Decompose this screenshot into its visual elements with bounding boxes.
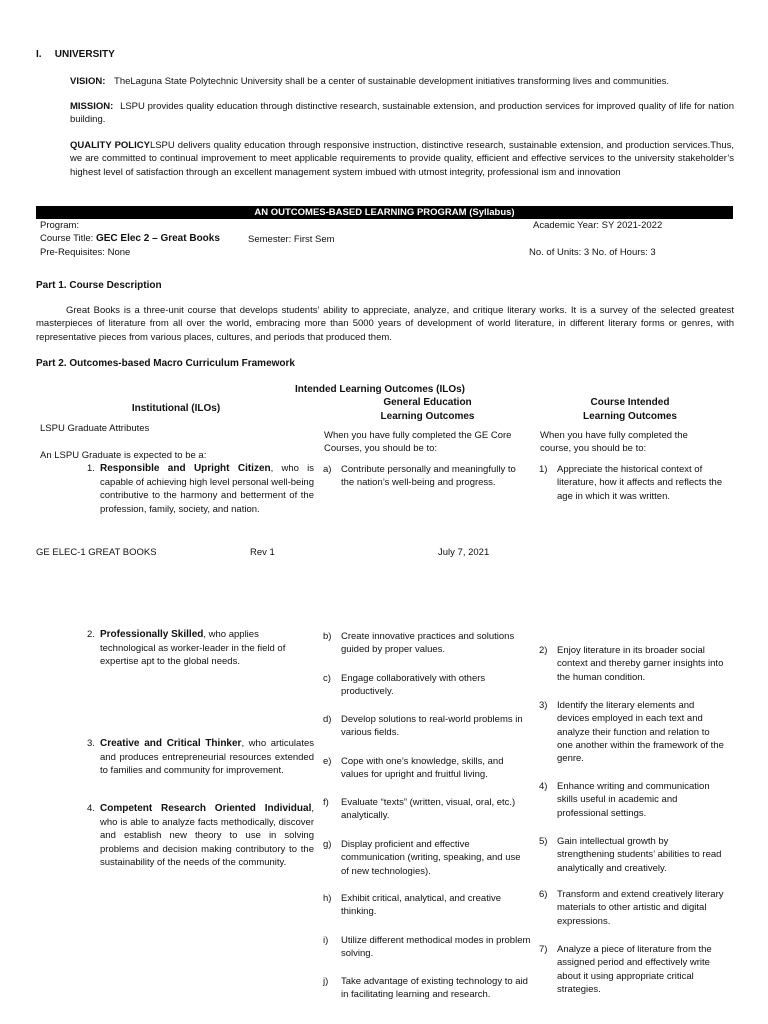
ge-header-line1: General Education — [383, 397, 472, 408]
ge-outcome-item — [323, 838, 531, 878]
item-text: Engage collaboratively with others productively. — [341, 673, 486, 698]
item-text: Cope with one’s knowledge, skills, and values for upright and fruitful living. — [341, 756, 504, 781]
item-letter: j) — [323, 976, 329, 987]
ge-outcome-item — [323, 672, 531, 699]
units-hours: No. of Units: 3 No. of Hours: 3 — [529, 247, 656, 258]
co-header — [545, 396, 715, 423]
section-heading — [36, 48, 115, 62]
ge-outcome-item — [323, 713, 531, 740]
section-title: UNIVERSITY — [54, 49, 115, 60]
institutional-item — [87, 628, 314, 669]
part2-title: Part 2. Outcomes-based Macro Curriculum Framework — [36, 358, 295, 369]
ge-outcome-item — [323, 755, 531, 782]
quality-policy-text: LSPU delivers quality education through responsive instruction, distinctive research, sustainable extension, and production services.Thus, we are committed to continual improvement to meet applicable requirements to provide quality, efficient and effective services to the university stakeholder’s highest level of satisfaction through an excellent management system imbued with utmost integrity, professional ism and innovation — [70, 140, 734, 178]
syllabus-banner: AN OUTCOMES-BASED LEARNING PROGRAM (Syllabus) — [36, 206, 733, 219]
item-text: Develop solutions to real-world problems in various fields. — [341, 714, 523, 739]
ge-outcome-item — [323, 892, 531, 919]
item-text: Display proficient and effective communication (writing, speaking, and use of new technologies). — [341, 839, 521, 877]
item-number: 2. — [87, 629, 95, 640]
ge-outcome-item — [323, 975, 531, 1002]
course-outcome-item — [539, 780, 727, 820]
part1-title: Part 1. Course Description — [36, 280, 162, 291]
footer-course-code: GE ELEC-1 GREAT BOOKS — [36, 547, 157, 558]
graduate-expected: An LSPU Graduate is expected to be a: — [40, 450, 207, 461]
course-outcome-item — [539, 463, 727, 503]
item-bold: Creative and Critical Thinker — [100, 738, 242, 749]
item-text: Transform and extend creatively literary materials to other artistic and digital expressions. — [557, 889, 724, 927]
item-text: Create innovative practices and solutions guided by proper values. — [341, 631, 515, 656]
item-text: Evaluate “texts” (written, visual, oral, etc.) analytically. — [341, 797, 516, 822]
item-letter: h) — [323, 893, 332, 904]
item-number: 1) — [539, 464, 548, 475]
ilo-header: Intended Learning Outcomes (ILOs) — [294, 384, 465, 395]
item-number: 1. — [87, 463, 95, 474]
item-number: 6) — [539, 889, 548, 900]
ge-outcome-item — [323, 934, 531, 961]
institutional-item — [87, 462, 314, 516]
item-letter: d) — [323, 714, 332, 725]
course-title — [40, 232, 220, 246]
item-number: 3. — [87, 738, 95, 749]
vision-text: TheLaguna State Polytechnic University shall be a center of sustainable development initiatives transforming lives and communities. — [114, 76, 670, 87]
item-letter: b) — [323, 631, 332, 642]
item-letter: g) — [323, 839, 332, 850]
ge-intro: When you have fully completed the GE Core Courses, you should be to: — [324, 430, 512, 455]
item-number: 4) — [539, 781, 548, 792]
item-text: Utilize different methodical modes in problem solving. — [341, 935, 531, 960]
item-text: Identify the literary elements and devices employed in each text and analyze their function and relation to one another within the framework of the genre. — [557, 700, 724, 765]
item-number: 2) — [539, 645, 548, 656]
course-outcome-item — [539, 943, 727, 996]
academic-year: Academic Year: SY 2021-2022 — [533, 220, 663, 231]
item-text: , who is able to analyze facts methodically, discover and establish new theory to use in solving problems and decision making contributory to the sustainability of the needs of the community. — [100, 803, 314, 868]
ge-outcome-item — [323, 796, 531, 823]
item-text: Enhance writing and communication skills useful in academic and professional settings. — [557, 781, 710, 819]
graduate-attributes: LSPU Graduate Attributes — [40, 423, 150, 434]
item-text: , who applies technological as worker-leader in the field of expertise apt to the global needs. — [100, 629, 286, 668]
institutional-header: Institutional (ILOs) — [131, 403, 221, 414]
semester: Semester: First Sem — [248, 234, 335, 245]
mission-label: MISSION: — [70, 101, 114, 112]
item-number: 7) — [539, 944, 548, 955]
course-title-label: Course Title: — [40, 233, 94, 244]
ge-outcome-item — [323, 463, 531, 490]
item-letter: f) — [323, 797, 329, 808]
course-outcome-item — [539, 888, 727, 928]
co-intro: When you have fully completed the course, you should be to: — [540, 430, 688, 455]
course-outcome-item — [539, 699, 727, 765]
item-letter: a) — [323, 464, 332, 475]
item-bold: Professionally Skilled — [100, 629, 204, 640]
item-text: Analyze a piece of literature from the assigned period and effectively write about it using appropriate critical strategies. — [557, 944, 712, 995]
mission-statement — [70, 100, 734, 127]
prerequisites: Pre-Requisites: None — [40, 247, 131, 258]
quality-policy-label: QUALITY POLICY — [70, 140, 150, 151]
course-title-value: GEC Elec 2 – Great Books — [95, 233, 220, 244]
item-text: Take advantage of existing technology to aid in facilitating learning and research. — [341, 976, 528, 1001]
co-header-line1: Course Intended — [590, 397, 670, 408]
item-bold: Competent Research Oriented Individual — [100, 803, 312, 814]
program-label: Program: — [40, 220, 80, 231]
institutional-item — [87, 802, 314, 869]
ge-header — [340, 396, 515, 423]
item-number: 4. — [87, 803, 95, 814]
mission-text: LSPU provides quality education through distinctive research, sustainable extension, and production services for improved quality of life for nation building. — [70, 101, 734, 126]
section-number: I. — [36, 49, 42, 60]
quality-policy — [70, 139, 734, 179]
item-letter: i) — [323, 935, 329, 946]
item-text: , who articulates and produces entrepreneurial resources extended to families and community for improvement. — [100, 738, 314, 777]
item-number: 3) — [539, 700, 548, 711]
course-outcome-item — [539, 835, 727, 875]
footer-date: July 7, 2021 — [438, 547, 490, 558]
item-text: Gain intellectual growth by strengthening students’ abilities to read analytically and creatively. — [557, 836, 722, 874]
vision-statement — [70, 75, 734, 88]
item-letter: e) — [323, 756, 332, 767]
ge-outcome-item — [323, 630, 531, 657]
course-outcome-item — [539, 644, 727, 684]
item-text: Exhibit critical, analytical, and creative thinking. — [341, 893, 501, 918]
vision-label: VISION: — [70, 76, 106, 87]
item-text: Enjoy literature in its broader social context and thereby garner insights into the human condition. — [557, 645, 724, 683]
item-text: , who is capable of achieving high level personal well-being contributive to the harmony and betterment of the profession, family, society, and nation. — [100, 463, 314, 515]
course-description: Great Books is a three-unit course that develops students’ ability to appreciate, analyze, and critique literary works. It is a survey of the selected greatest masterpieces of literature from all over the world, embracing more than 5000 years of development of world literature, in different literary forms or genres, with representative pieces from various places, cultures, and periods that produced them. — [36, 305, 734, 343]
item-bold: Responsible and Upright Citizen — [100, 463, 271, 474]
item-letter: c) — [323, 673, 331, 684]
ge-header-line2: Learning Outcomes — [380, 410, 475, 422]
co-header-line2: Learning Outcomes — [583, 410, 677, 422]
footer-revision: Rev 1 — [250, 547, 275, 558]
item-text: Appreciate the historical context of literature, how it affects and reflects the age in which it was written. — [557, 464, 723, 502]
item-text: Contribute personally and meaningfully to the nation’s well-being and progress. — [341, 464, 516, 489]
item-number: 5) — [539, 836, 548, 847]
institutional-item — [87, 737, 314, 778]
